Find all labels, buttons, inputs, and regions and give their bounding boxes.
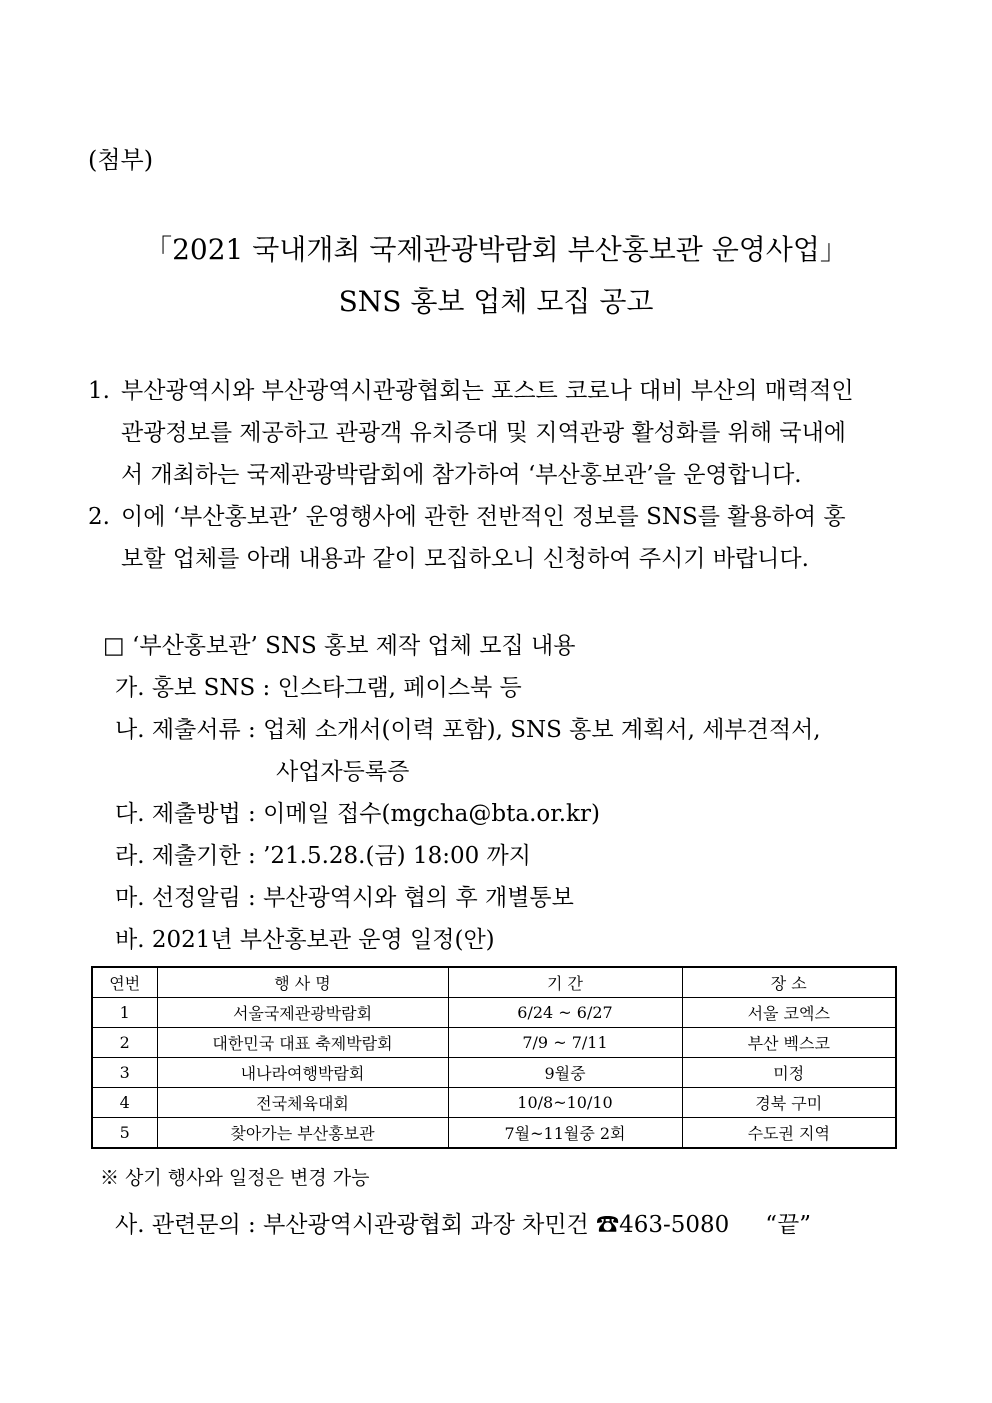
paragraph-1-line1: 부산광역시와 부산광역시관광협회는 포스트 코로나 대비 부산의 매력적인 xyxy=(121,378,854,404)
paragraph-1-line2: 관광정보를 제공하고 관광객 유치증대 및 지역관광 활성화를 위해 국내에 xyxy=(121,420,847,446)
table-cell: 2 xyxy=(92,1028,157,1058)
table-cell: 미정 xyxy=(682,1058,896,1088)
table-cell: 서울 코엑스 xyxy=(682,998,896,1028)
document-title-line2: SNS 홍보 업체 모집 공고 xyxy=(338,285,654,318)
table-header-row xyxy=(92,967,896,998)
table-row xyxy=(92,1028,896,1058)
paragraph-2-line2: 보할 업체를 아래 내용과 같이 모집하오니 신청하여 주시기 바랍니다. xyxy=(121,546,809,572)
table-cell: 9월중 xyxy=(448,1058,682,1088)
contact-text: 사. 관련문의 : 부산광역시관광협회 과장 차민건 ☎463-5080 xyxy=(115,1212,730,1238)
table-cell: 1 xyxy=(92,998,157,1028)
contact-line xyxy=(115,1206,811,1239)
section-item-documents-cont: 사업자등록증 xyxy=(276,759,410,785)
table-row xyxy=(92,1118,896,1149)
table-header-cell: 기 간 xyxy=(448,967,682,998)
table-cell: 내나라여행박람회 xyxy=(157,1058,448,1088)
attachment-label: (첨부) xyxy=(88,146,154,174)
table-row xyxy=(92,1088,896,1118)
table-cell: 3 xyxy=(92,1058,157,1088)
paragraph-1-line3: 서 개최하는 국제관광박람회에 참가하여 ‘부산홍보관’을 운영합니다. xyxy=(121,462,802,488)
section-item-method: 다. 제출방법 : 이메일 접수(mgcha@bta.or.kr) xyxy=(115,801,600,827)
table-cell: 부산 벡스코 xyxy=(682,1028,896,1058)
paragraph-2-line1: 이에 ‘부산홍보관’ 운영행사에 관한 전반적인 정보를 SNS를 활용하여 홍 xyxy=(121,504,846,530)
end-mark: “끝” xyxy=(765,1212,812,1238)
paragraph-2-number: 2. xyxy=(88,504,110,530)
table-header-cell: 연번 xyxy=(92,967,157,998)
section-item-documents: 나. 제출서류 : 업체 소개서(이력 포함), SNS 홍보 계획서, 세부견적서, xyxy=(115,717,821,743)
table-cell: 4 xyxy=(92,1088,157,1118)
paragraph-1-number: 1. xyxy=(88,378,110,404)
table-row xyxy=(92,998,896,1028)
table-cell: 6/24 ~ 6/27 xyxy=(448,998,682,1028)
table-row xyxy=(92,1058,896,1088)
section-heading: □ ‘부산홍보관’ SNS 홍보 제작 업체 모집 내용 xyxy=(103,633,576,659)
table-header-cell: 행 사 명 xyxy=(157,967,448,998)
section-item-schedule: 바. 2021년 부산홍보관 운영 일정(안) xyxy=(115,927,495,953)
table-cell: 찾아가는 부산홍보관 xyxy=(157,1118,448,1149)
section-item-notice: 마. 선정알림 : 부산광역시와 협의 후 개별통보 xyxy=(115,885,574,911)
table-cell: 서울국제관광박람회 xyxy=(157,998,448,1028)
schedule-table xyxy=(91,966,897,1149)
table-cell: 7/9 ~ 7/11 xyxy=(448,1028,682,1058)
document-title-line1: 「2021 국내개최 국제관광박람회 부산홍보관 운영사업」 xyxy=(144,233,848,266)
table-cell: 수도권 지역 xyxy=(682,1118,896,1149)
table-header-cell: 장 소 xyxy=(682,967,896,998)
table-cell: 경북 구미 xyxy=(682,1088,896,1118)
table-cell: 대한민국 대표 축제박람회 xyxy=(157,1028,448,1058)
table-cell: 10/8~10/10 xyxy=(448,1088,682,1118)
table-cell: 전국체육대회 xyxy=(157,1088,448,1118)
section-item-deadline: 라. 제출기한 : ’21.5.28.(금) 18:00 까지 xyxy=(115,843,531,869)
schedule-note: ※ 상기 행사와 일정은 변경 가능 xyxy=(100,1167,370,1189)
section-item-sns: 가. 홍보 SNS : 인스타그램, 페이스북 등 xyxy=(115,675,522,701)
table-cell: 5 xyxy=(92,1118,157,1149)
table-cell: 7월~11월중 2회 xyxy=(448,1118,682,1149)
